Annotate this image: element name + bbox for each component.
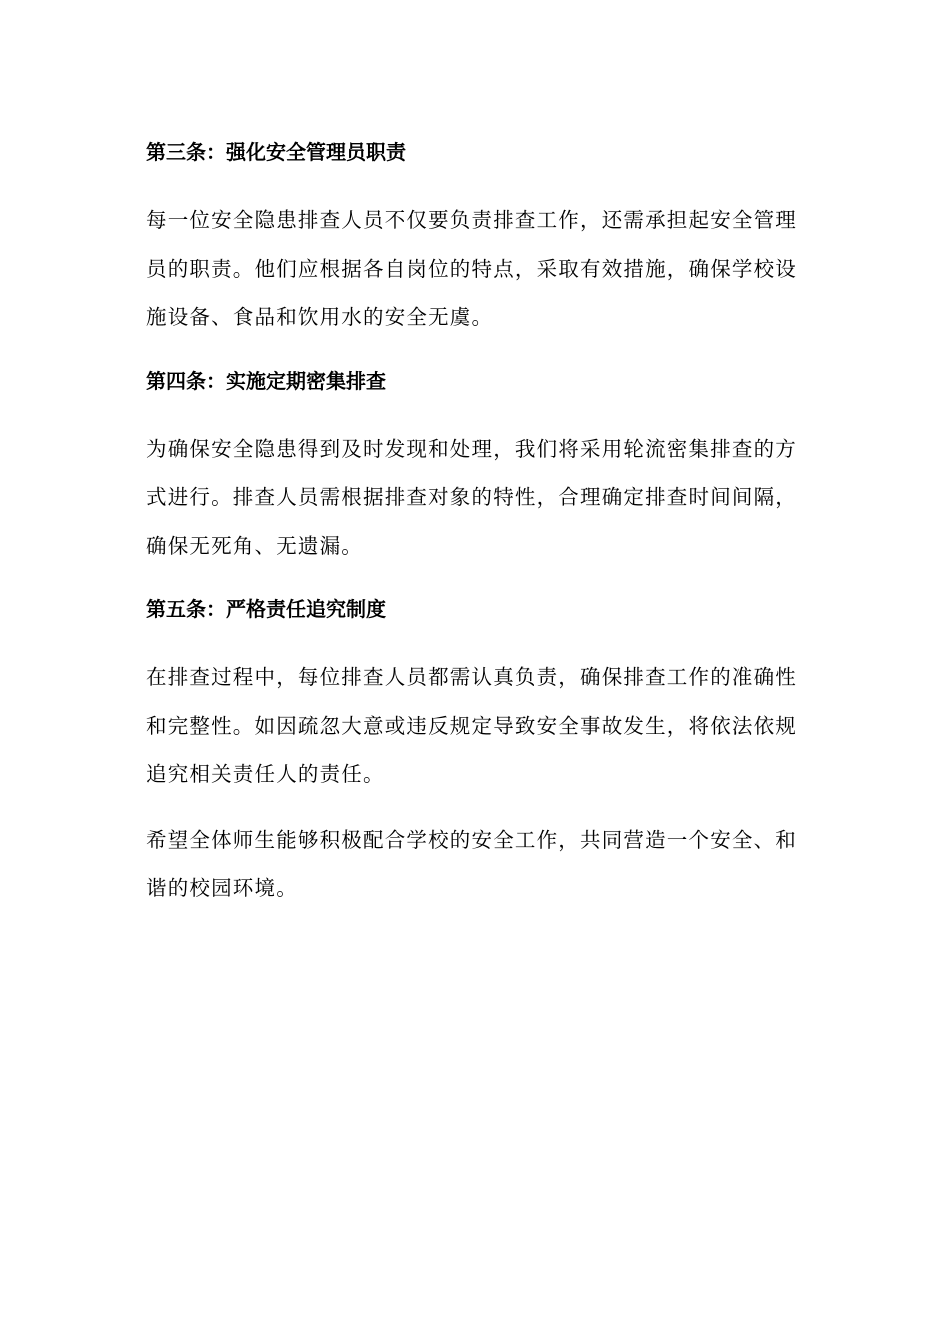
section-paragraph: 为确保安全隐患得到及时发现和处理，我们将采用轮流密集排查的方式进行。排查人员需根据排查对象的特性，合理确定排查时间间隔，确保无死角、无遗漏。 xyxy=(146,436,797,558)
section-heading: 第五条：严格责任追究制度 xyxy=(146,597,386,621)
document-content xyxy=(146,130,798,913)
closing-paragraph: 希望全体师生能够积极配合学校的安全工作，共同营造一个安全、和谐的校园环境。 xyxy=(146,827,797,900)
section-paragraph: 在排查过程中，每位排查人员都需认真负责，确保排查工作的准确性和完整性。如因疏忽大意或违反规定导致安全事故发生，将依法依规追究相关责任人的责任。 xyxy=(146,665,797,786)
section-heading: 第四条：实施定期密集排查 xyxy=(146,368,386,393)
section-4 xyxy=(146,359,798,588)
section-3 xyxy=(146,130,798,359)
section-paragraph: 每一位安全隐患排查人员不仅要负责排查工作，还需承担起安全管理员的职责。他们应根据各自岗位的特点，采取有效措施，确保学校设施设备、食品和饮用水的安全无虞。 xyxy=(146,208,797,329)
section-heading: 第三条：强化安全管理员职责 xyxy=(146,140,406,164)
section-5 xyxy=(146,587,798,816)
